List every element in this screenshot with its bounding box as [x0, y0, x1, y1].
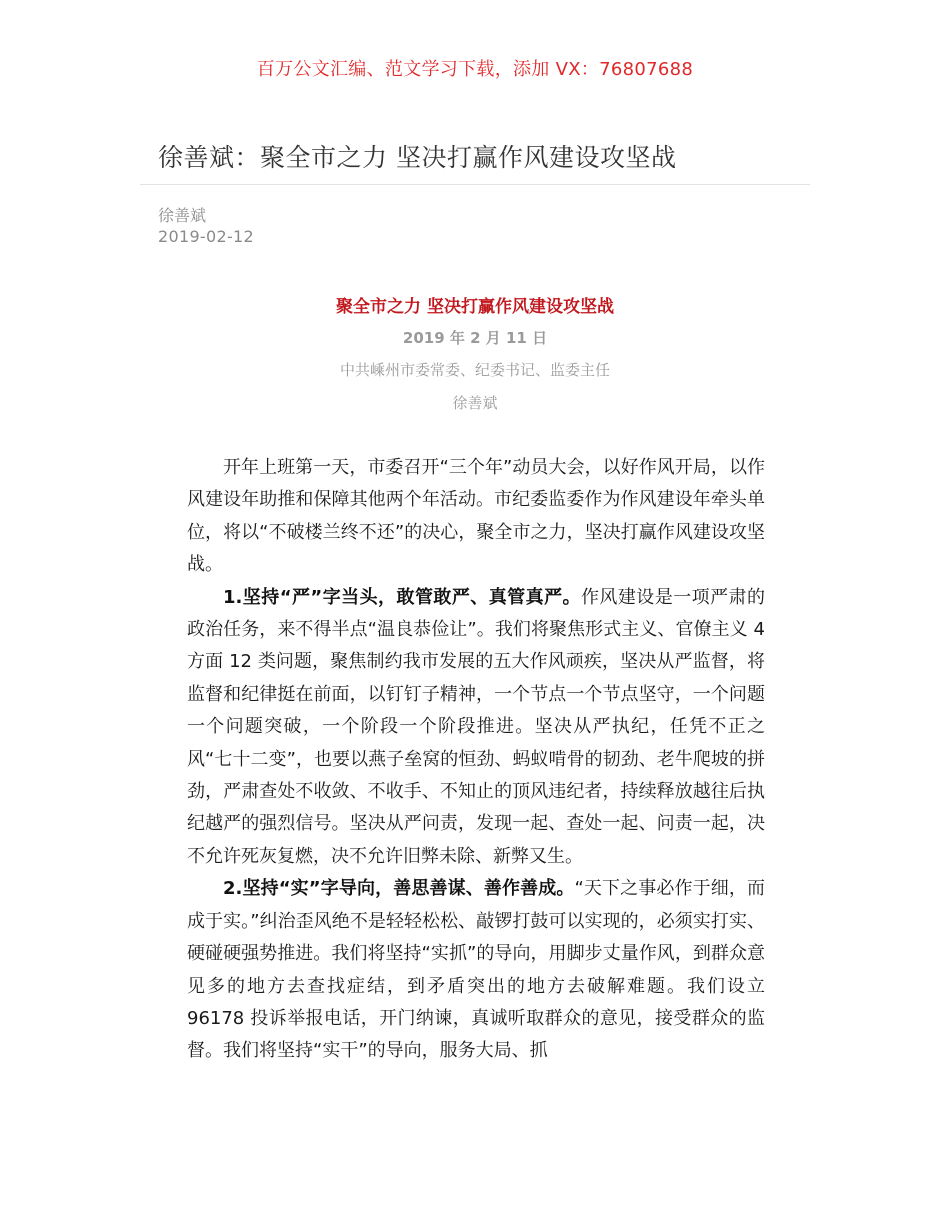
top-banner: 百万公文汇编、范文学习下载，添加 VX：76807688 [256, 59, 694, 80]
document-date: 2019 年 2 月 11 日 [402, 329, 548, 347]
author-position: 中共嵊州市委常委、纪委书记、监委主任 [339, 361, 610, 379]
paragraph-intro: 开年上班第一天，市委召开“三个年”动员大会，以好作风开局，以作风建设年助推和保障其他两个年活动。市纪委监委作为作风建设年牵头单位，将以“不破楼兰终不还”的决心，聚全市之力，坚决打赢作风建设攻坚战。 [187, 457, 765, 576]
paragraph-point-2 [187, 873, 765, 1067]
title-divider [140, 184, 810, 185]
document-heading: 聚全市之力 坚决打赢作风建设攻坚战 [336, 297, 614, 317]
article-title: 徐善斌：聚全市之力 坚决打赢作风建设攻坚战 [158, 143, 677, 172]
article-date: 2019-02-12 [158, 227, 254, 246]
point-2-heading: 2.坚持“实”字导向，善思善谋、善作善成。 [223, 878, 575, 900]
article-body [187, 452, 765, 1068]
article-author: 徐善斌 [158, 206, 207, 225]
document-author: 徐善斌 [452, 394, 498, 412]
point-1-heading: 1.坚持“严”字当头，敢管敢严、真管真严。 [223, 586, 581, 608]
point-1-text: 作风建设是一项严肃的政治任务，来不得半点“温良恭俭让”。我们将聚焦形式主义、官僚主义 4 方面 12 类问题，聚焦制约我市发展的五大作风顽疾，坚决从严监督，将监督和纪律挺在前面，以钉钉子精神，一个节点一个节点坚守，一个问题一个问题突破，一个阶段一个阶段推进。坚决从严执纪，任凭不正之风“七十二变”，也要以燕子垒窝的恒劲、蚂蚁啃骨的韧劲、老牛爬坡的拼劲，严肃查处不收敛、不收手、不知止的顶风违纪者，持续释放越往后执纪越严的强烈信号。坚决从严问责，发现一起、查处一起、问责一起，决不允许死灰复燃，决不允许旧弊未除、新弊又生。 [187, 586, 765, 867]
paragraph-point-1 [187, 582, 765, 874]
point-2-text: “天下之事必作于细，而成于实。”纠治歪风绝不是轻轻松松、敲锣打鼓可以实现的，必须实打实、硬碰硬强势推进。我们将坚持“实抓”的导向，用脚步丈量作风，到群众意见多的地方去查找症结，到矛盾突出的地方去破解难题。我们设立 96178 投诉举报电话，开门纳谏，真诚听取群众的意见，接受群众的监督。我们将坚持“实干”的导向，服务大局、抓 [187, 878, 765, 1062]
